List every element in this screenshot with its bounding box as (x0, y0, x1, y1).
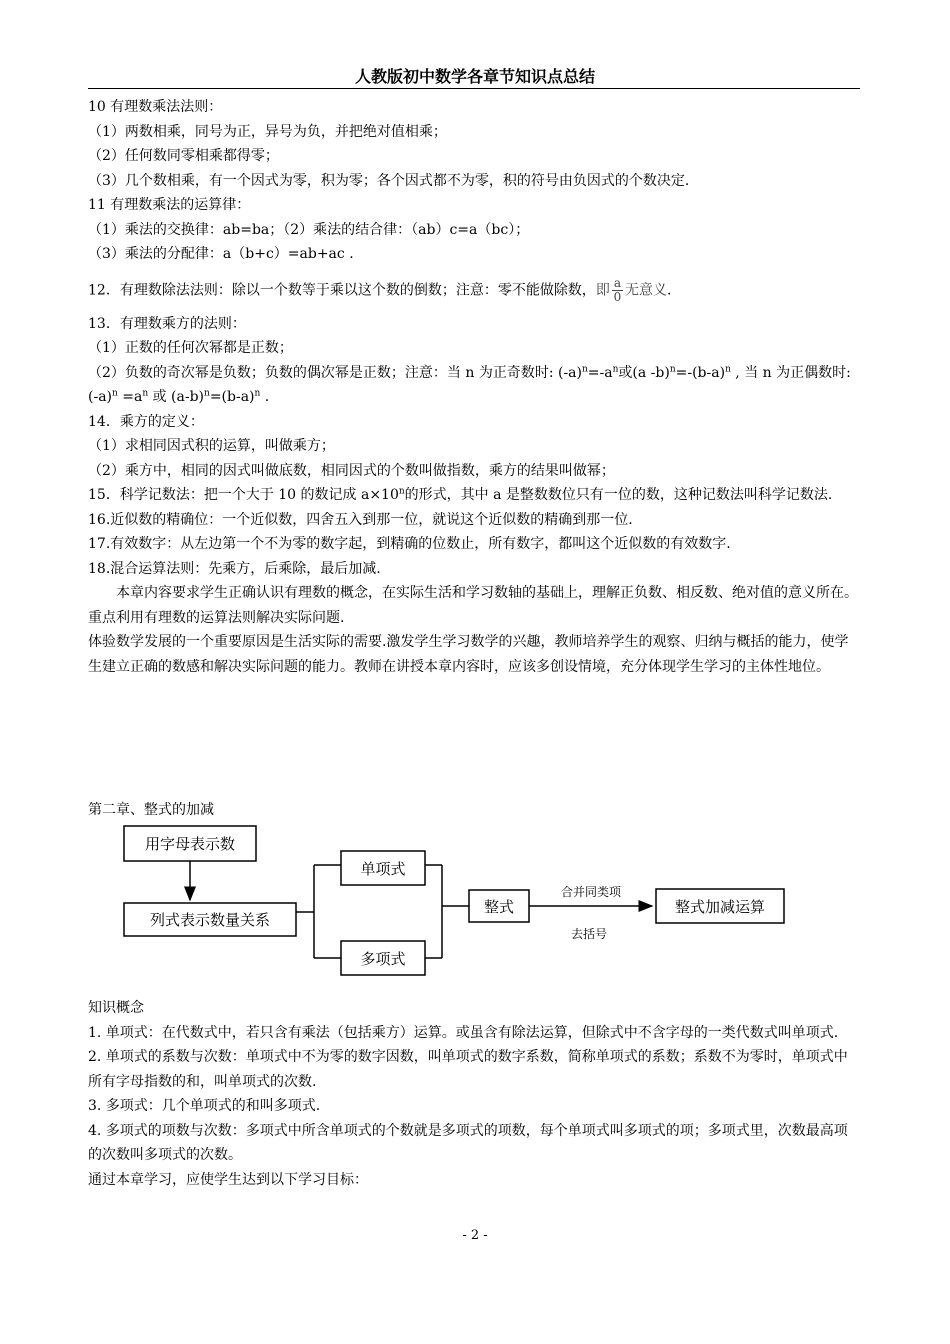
summary-paragraph-2: 体验数学发展的一个重要原因是生活实际的需要.激发学生学习数学的兴趣，教师培养学生的观察、归纳与概括的能力，使学生建立正确的数感和解决实际问题的能力。教师在讲授本章内容时，应该多创设情境，充分体现学生学习的主体性地位。 (88, 634, 849, 675)
section10-title: 10 有理数乘法法则： (88, 99, 223, 115)
s13-sup: n (254, 388, 261, 399)
concept-1: 1. 单项式：在代数式中，若只含有乘法（包括乘方）运算。或虽含有除法运算，但除式中不含字母的一类代数式叫单项式. (88, 1024, 839, 1041)
concept-2: 2. 单项式的系数与次数：单项式中不为零的数字因数，叫单项式的数字系数，简称单项式的系数；系数不为零时，单项式中所有字母指数的和，叫单项式的次数. (88, 1049, 848, 1090)
s13-text-i: . (260, 389, 270, 405)
s13-sup: n (725, 363, 731, 374)
label-letters: 用字母表示数 (144, 835, 236, 853)
section12-end: . (666, 282, 672, 298)
section14-line1: （1）求相同因式积的运算，叫做乘方； (88, 438, 335, 454)
section12-ji: 即 (595, 282, 610, 298)
s13-sup: n (142, 388, 149, 399)
concept-5: 通过本章学习，应使学生达到以下学习目标： (88, 1171, 368, 1188)
s15-text-a: 15．科学记数法：把一个大于 10 的数记成 a×10 (88, 487, 399, 503)
s13-text-f: =a (117, 389, 143, 405)
section10-line1: （1）两数相乘，同号为正，异号为负，并把绝对值相乘； (88, 123, 447, 140)
summary-paragraph-1: 本章内容要求学生正确认识有理数的概念，在实际生活和学习数轴的基础上，理解正负数、相反数、绝对值的意义所在。重点利用有理数的运算法则解决实际问题. (88, 585, 858, 626)
section12-text: 12．有理数除法法则：除以一个数等于乘以这个数的倒数；注意：零不能做除数， (88, 282, 596, 298)
label-combine: 合并同类项 (560, 885, 622, 899)
label-integral: 整式 (483, 898, 515, 916)
fraction-numerator: a (613, 275, 621, 290)
label-operation: 整式加减运算 (674, 898, 766, 916)
section17-line: 17.有效数字：从左边第一个不为零的数字起，到精确的位数止，所有数字，都叫这个近似数的有效数字. (88, 536, 731, 552)
s13-sup: n (612, 363, 619, 374)
s13-text-h: =(b-a) (209, 389, 255, 405)
label-brackets: 去括号 (570, 927, 608, 941)
section11-line2: （3）乘法的分配律：a（b+c）=ab+ac . (88, 246, 354, 262)
concept-3: 3. 多项式：几个单项式的和叫多项式. (88, 1098, 321, 1114)
section10-line3: （3）几个数相乘，有一个因式为零，积为零；各个因式都不为零，积的符号由负因式的个数决定. (88, 172, 690, 189)
section11-title: 11 有理数乘法的运算律： (88, 197, 251, 213)
s13-text-a: （2）负数的奇次幂是负数；负数的偶次幂是正数；注意：当 n 为正奇数时: (-a) (88, 364, 582, 381)
concept-4: 4. 多项式的项数与次数：多项式中所含单项式的个数就是多项式的项数，每个单项式叫多项式的项；多项式里，次数最高项的次数叫多项式的次数。 (88, 1122, 848, 1163)
s13-text-e: , 当 n 为正偶数时: (-a) (88, 364, 851, 405)
fraction-denominator: 0 (613, 289, 622, 304)
section11-line1: （1）乘法的交换律：ab=ba；（2）乘法的结合律：（ab）c=a（bc）； (88, 221, 530, 238)
page-header-title: 人教版初中数学各章节知识点总结 (354, 67, 595, 86)
s13-sup: n (582, 363, 588, 374)
section16-line: 16.近似数的精确位：一个近似数，四舍五入到那一位，就说这个近似数的精确到那一位. (88, 511, 633, 528)
s13-text-d: =-(b-a) (675, 364, 726, 381)
section14-title: 14．乘方的定义： (88, 413, 204, 430)
s13-text-b: =-a (587, 364, 613, 381)
page-number: - 2 - (462, 1228, 488, 1243)
s13-sup: n (669, 363, 676, 374)
s13-text-g: 或 (a-b) (148, 389, 205, 405)
s15-text-b: 的形式，其中 a 是整数数位只有一位的数，这种记数法叫科学记数法. (404, 487, 833, 503)
s13-sup: n (204, 388, 210, 399)
label-monomial: 单项式 (360, 860, 406, 878)
section13-line1: （1）正数的任何次幂都是正数； (88, 340, 293, 356)
concepts-content (88, 996, 860, 1192)
section13-title: 13．有理数乘方的法则： (88, 315, 246, 332)
chapter2-title: 第二章、整式的加减 (88, 802, 214, 818)
section14-line2: （2）乘方中，相同的因式叫做底数，相同因式的个数叫做指数，乘方的结果叫做幂； (88, 462, 615, 479)
label-polynomial: 多项式 (360, 950, 406, 968)
label-relations: 列式表示数量关系 (149, 911, 271, 929)
s13-text-c: 或(a -b) (618, 364, 670, 381)
concepts-title: 知识概念 (88, 1000, 144, 1016)
section12-tail: 无意义 (624, 282, 667, 298)
s13-sup: n (112, 388, 118, 399)
s15-sup: n (398, 486, 405, 497)
section10-line2: （2）任何数同零相乘都得零； (88, 148, 279, 164)
section18-line: 18.混合运算法则：先乘方，后乘除，最后加减. (88, 560, 381, 577)
